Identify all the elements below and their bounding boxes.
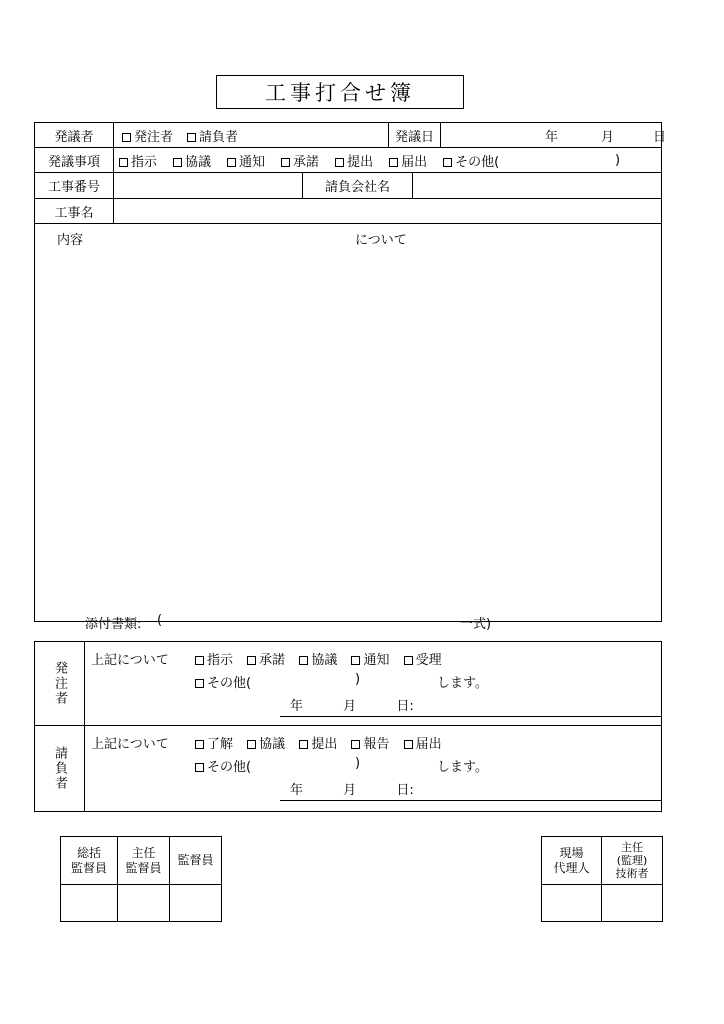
checkbox-label: 了解 — [207, 737, 234, 752]
checkbox-orderer-shiji[interactable] — [195, 649, 233, 668]
checkbox-label: 承諾 — [259, 653, 286, 668]
signature-header — [542, 837, 601, 885]
checkbox-label: 報告 — [363, 737, 390, 752]
matter-options — [114, 148, 663, 172]
checkbox-label: 受理 — [415, 653, 442, 668]
label-orderer-text: 発注者 — [52, 661, 67, 706]
checkbox-square-icon — [122, 133, 131, 142]
checkbox-label: 通知 — [239, 154, 266, 170]
date-month-label: 月 — [343, 783, 357, 798]
checkbox-label: 届出 — [415, 737, 442, 752]
signature-title-line1: 現場 — [559, 845, 584, 860]
checkbox-label: 通知 — [363, 653, 390, 668]
label-contractor-text: 請負者 — [52, 746, 67, 791]
checkbox-matter-todokede[interactable] — [389, 151, 427, 170]
checkbox-label: その他( — [455, 154, 500, 170]
checkbox-square-icon — [335, 158, 344, 167]
approval-row-orderer — [35, 642, 661, 726]
date-day-label: 日 — [653, 129, 667, 145]
signature-stamp-area[interactable] — [542, 885, 601, 923]
checkbox-matter-other[interactable] — [443, 151, 499, 170]
orderer-body — [85, 642, 663, 725]
signature-title-line1: 主任 — [621, 840, 643, 854]
contractor-lead-text: 上記について — [91, 737, 169, 752]
checkbox-orderer-shodaku[interactable] — [247, 649, 285, 668]
document-title-box — [216, 75, 464, 109]
checkbox-square-icon — [404, 656, 413, 665]
checkbox-square-icon — [443, 158, 452, 167]
label-orderer — [35, 642, 85, 725]
checkbox-label: 請負者 — [199, 129, 239, 145]
label-work-name: 工事名 — [35, 199, 114, 223]
label-attachment: 添付書類: — [85, 617, 142, 632]
label-work-number: 工事番号 — [35, 173, 114, 198]
date-day-label: 日: — [396, 783, 414, 798]
label-proposer: 発議者 — [35, 123, 114, 147]
contractor-body — [85, 726, 663, 811]
signature-title-line3: 技術者 — [615, 867, 649, 881]
orderer-other-close-paren: ) — [355, 672, 361, 687]
content-body-field[interactable] — [57, 260, 637, 560]
checkbox-matter-tsuchi[interactable] — [227, 151, 265, 170]
label-content: 内容 — [57, 233, 84, 248]
signature-title-line1: 総括 — [76, 845, 101, 860]
checkbox-square-icon — [351, 740, 360, 749]
contractor-date-field[interactable] — [290, 779, 450, 798]
signature-title-line2: (監理) — [616, 853, 648, 867]
checkbox-label: 協議 — [185, 154, 212, 170]
contractor-signature-underline — [280, 800, 661, 801]
checkbox-square-icon — [389, 158, 398, 167]
checkbox-label: その他( — [207, 676, 252, 691]
checkbox-square-icon — [299, 740, 308, 749]
content-area — [35, 224, 661, 632]
signature-block-contractor-staff — [541, 836, 663, 922]
checkbox-contractor-other[interactable] — [195, 756, 251, 775]
label-proposal-date: 発議日 — [389, 123, 441, 147]
checkbox-contractor-hokoku[interactable] — [351, 733, 389, 752]
checkbox-square-icon — [281, 158, 290, 167]
signature-header — [170, 837, 221, 885]
signature-stamp-area[interactable] — [170, 885, 221, 923]
checkbox-matter-shiji[interactable] — [119, 151, 157, 170]
contractor-options — [195, 733, 442, 752]
signature-header — [118, 837, 169, 885]
signature-column-supervisor — [170, 837, 221, 921]
checkbox-square-icon — [247, 740, 256, 749]
checkbox-proposer-contractor[interactable] — [187, 126, 238, 145]
checkbox-label: 協議 — [311, 653, 338, 668]
approval-row-contractor — [35, 726, 661, 811]
label-company-name: 請負会社名 — [303, 173, 413, 198]
signature-column-site-agent — [542, 837, 602, 921]
orderer-date-field[interactable] — [290, 695, 450, 714]
label-contractor — [35, 726, 85, 811]
checkbox-orderer-juri[interactable] — [404, 649, 442, 668]
checkbox-label: 発注者 — [134, 129, 174, 145]
signature-column-chief-supervisor — [118, 837, 170, 921]
signature-column-chief-engineer — [602, 837, 662, 921]
signature-header — [61, 837, 117, 885]
signature-column-general-supervisor — [61, 837, 118, 921]
checkbox-square-icon — [195, 679, 204, 688]
table-row-work-name — [35, 199, 661, 224]
table-row-proposer — [35, 123, 667, 148]
label-matter: 発議事項 — [35, 148, 114, 172]
checkbox-matter-shodaku[interactable] — [281, 151, 319, 170]
checkbox-label: 届出 — [401, 154, 428, 170]
signature-title-line2: 監督員 — [70, 860, 107, 875]
matter-other-close-paren: ) — [615, 152, 621, 168]
checkbox-contractor-teishutsu[interactable] — [299, 733, 337, 752]
company-name-field[interactable] — [413, 173, 663, 198]
table-row-matter — [35, 148, 661, 173]
checkbox-square-icon — [187, 133, 196, 142]
signature-title-line1: 監督員 — [177, 853, 214, 867]
attachment-open-paren: ( — [157, 613, 163, 628]
checkbox-square-icon — [195, 656, 204, 665]
checkbox-square-icon — [227, 158, 236, 167]
checkbox-label: 提出 — [347, 154, 374, 170]
checkbox-square-icon — [299, 656, 308, 665]
checkbox-matter-kyogi[interactable] — [173, 151, 211, 170]
work-number-field[interactable] — [114, 173, 303, 198]
checkbox-square-icon — [247, 656, 256, 665]
proposal-date-field[interactable] — [441, 123, 667, 147]
checkbox-label: 提出 — [311, 737, 338, 752]
signature-title-line2: 代理人 — [553, 860, 590, 875]
checkbox-contractor-todokede[interactable] — [404, 733, 442, 752]
checkbox-contractor-ryokai[interactable] — [195, 733, 233, 752]
header-table — [34, 122, 667, 632]
signature-title-line1: 主任 — [131, 845, 156, 860]
checkbox-matter-teishutsu[interactable] — [335, 151, 373, 170]
signature-stamp-area[interactable] — [61, 885, 117, 923]
checkbox-square-icon — [404, 740, 413, 749]
checkbox-label: 承諾 — [293, 154, 320, 170]
orderer-action-text: します。 — [437, 676, 488, 691]
checkbox-orderer-kyogi[interactable] — [299, 649, 337, 668]
checkbox-square-icon — [173, 158, 182, 167]
contractor-other-close-paren: ) — [355, 756, 361, 771]
date-year-label: 年 — [545, 129, 559, 145]
checkbox-square-icon — [195, 740, 204, 749]
signature-header — [602, 837, 662, 885]
checkbox-square-icon — [195, 763, 204, 772]
checkbox-label: 指示 — [131, 154, 158, 170]
checkbox-label: 協議 — [259, 737, 286, 752]
approval-table — [34, 641, 662, 812]
signature-stamp-area[interactable] — [118, 885, 169, 923]
content-header — [35, 224, 661, 254]
signature-block-supervisors — [60, 836, 222, 922]
date-year-label: 年 — [290, 699, 304, 714]
signature-stamp-area[interactable] — [602, 885, 662, 923]
date-year-label: 年 — [290, 783, 304, 798]
date-month-label: 月 — [343, 699, 357, 714]
checkbox-square-icon — [119, 158, 128, 167]
date-day-label: 日: — [396, 699, 414, 714]
orderer-lead-text: 上記について — [91, 653, 169, 668]
table-row-work-number — [35, 173, 661, 199]
orderer-signature-underline — [280, 716, 661, 717]
checkbox-square-icon — [351, 656, 360, 665]
date-month-label: 月 — [601, 129, 615, 145]
attachment-close: 一式) — [460, 617, 492, 632]
label-content-suffix: について — [355, 233, 407, 248]
proposer-options — [114, 123, 389, 147]
checkbox-label: その他( — [207, 760, 252, 775]
work-name-field[interactable] — [114, 199, 663, 223]
checkbox-contractor-kyogi[interactable] — [247, 733, 285, 752]
checkbox-label: 指示 — [207, 653, 234, 668]
signature-title-line2: 監督員 — [125, 860, 162, 875]
checkbox-orderer-other[interactable] — [195, 672, 251, 691]
checkbox-orderer-tsuchi[interactable] — [351, 649, 389, 668]
page-title: 工事打合せ簿 — [265, 81, 415, 105]
orderer-options — [195, 649, 442, 668]
checkbox-proposer-orderer[interactable] — [122, 126, 173, 145]
contractor-action-text: します。 — [437, 760, 488, 775]
